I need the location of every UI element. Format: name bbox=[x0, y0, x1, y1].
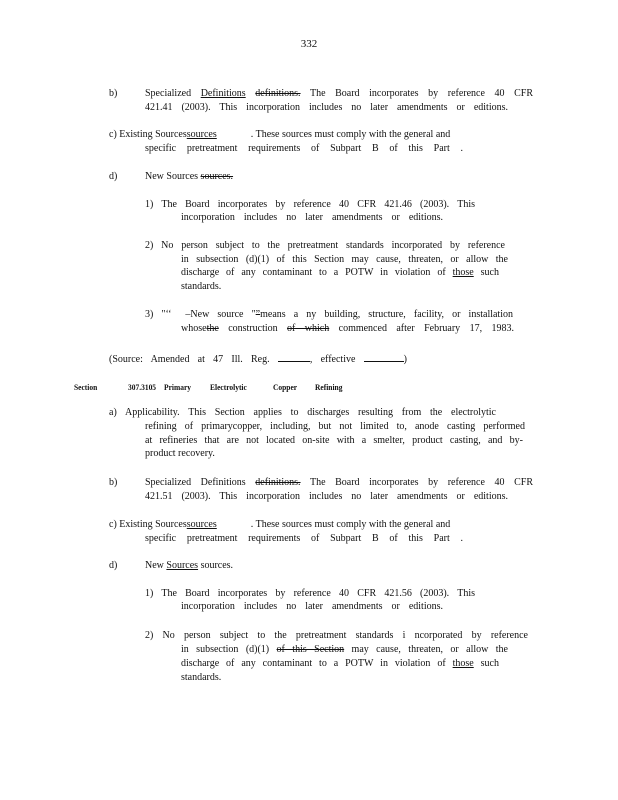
item-d2b1-line-2: incorporation includes no later amendments or editions. bbox=[181, 601, 443, 612]
item-d3-line-1: 3) "‘‘ –New source "”means a ny building, structure, facility, or installation bbox=[145, 309, 513, 320]
item-c2-line-2: specific pretreatment requirements of Subpart B of this Part . bbox=[145, 533, 463, 544]
item-d3-line-2: whosethe construction of which commenced after February 17, 1983. bbox=[181, 323, 514, 334]
item-d1-line-2: incorporation includes no later amendments or editions. bbox=[181, 212, 443, 223]
item-d2b2-line-3: discharge of any contaminant to a POTW in violation of those such bbox=[181, 658, 499, 669]
item-a-line-4: product recovery. bbox=[145, 448, 215, 459]
page-number: 332 bbox=[300, 38, 318, 50]
effective-blank bbox=[364, 352, 404, 362]
item-d2-line-3: discharge of any contaminant to a POTW in violation of those such bbox=[181, 267, 499, 278]
reg-blank bbox=[278, 352, 310, 362]
item-c-line-2: specific pretreatment requirements of Subpart B of this Part . bbox=[145, 143, 463, 154]
item-d-label: d) bbox=[109, 171, 118, 182]
item-b-line-1: Specialized Definitions definitions. The Board incorporates by reference 40 CFR bbox=[145, 88, 534, 99]
item-b-label: b) bbox=[109, 88, 118, 99]
item-d2-line-4: standards. bbox=[181, 281, 222, 292]
item-d2b-label: d) bbox=[109, 560, 118, 571]
item-d2-line-2: in subsection (d)(1) of this Section may cause, threaten, or allow the bbox=[181, 254, 508, 265]
item-d-heading: New Sources sources. bbox=[145, 171, 234, 182]
item-c-line-1: c) Existing Sourcessources . These sources must comply with the general and bbox=[109, 129, 451, 140]
item-d2b2-line-4: standards. bbox=[181, 672, 222, 683]
item-a-line-2: refining of primarycopper, including, but not limited to, anode casting performed bbox=[145, 421, 525, 432]
item-b2-label: b) bbox=[109, 477, 118, 488]
item-b-line-2: 421.41 (2003). This incorporation includes no later amendments or editions. bbox=[145, 102, 508, 113]
item-d2b1-line-1: 1) The Board incorporates by reference 40 CFR 421.56 (2003). This bbox=[145, 588, 475, 599]
item-b2-line-2: 421.51 (2003). This incorporation includes no later amendments or editions. bbox=[145, 491, 508, 502]
item-d2b-heading: New Sources sources. bbox=[145, 560, 234, 571]
document-page: 332 b) Specialized Definitions definitions. The Board incorporates by reference 40 CFR 421.41 (2003). This incorporation includes no later amendments or editions. c) Existing Sourcessources . These sources must comply with the general and specific pretreatment requirements of Subpart B of this Part . d) New Sources sources. 1) The Board incorporates by reference 40 CFR 421.46 (2003). This incorporation includes no later amendments or editions. 2) No person subject to the pretreatment standards incorporated by reference in subsection (d)(1) of this Section may cause, threaten, or allow the discharge of any contaminant to a POTW in violation of those such standards. 3) "‘‘ –New source "”means a ny building, structure, facility, or installation whosethe construction of which commenced after February 17, 1983. (Source: Amended at 47 Ill. Reg. , effective ) Section 307.3105 Primary Electrolytic Copper Refining a) Applicability. This Section applies to discharges resulting from the electrolytic refining of primarycopper, including, but not limited to, anode casting performed at refineries that are not located on-site with a smelter, product casting, and by- product recovery. b) Specialized Definitions definitions. The Board incorporates by reference 40 CFR 421.51 (2003). This incorporation includes no later amendments or editions. c) Existing Sourcessources . These sources must comply with the general and specific pretreatment requirements of Subpart B of this Part . d) New Sources sources. 1) The Board incorporates by reference 40 CFR 421.56 (2003). This incorporation includes no later amendments or editions. 2) No person subject to the pretreatment standards i ncorporated by reference in subsection (d)(1) of this Section may cause, threaten, or allow the discharge of any contaminant to a POTW in violation of those such standards. bbox=[0, 0, 618, 800]
item-a-line-3: at refineries that are not located on-site with a smelter, product casting, and by- bbox=[145, 435, 523, 446]
item-d2b2-line-1: 2) No person subject to the pretreatment standards i ncorporated by reference bbox=[145, 630, 528, 641]
item-c2-line-1: c) Existing Sourcessources . These sources must comply with the general and bbox=[109, 519, 451, 530]
source-note: (Source: Amended at 47 Ill. Reg. , effective ) bbox=[109, 354, 407, 365]
item-b2-line-1: Specialized Definitions definitions. The Board incorporates by reference 40 CFR bbox=[145, 477, 533, 488]
item-d2b2-line-2: in subsection (d)(1) of this Section may cause, threaten, or allow the bbox=[181, 644, 508, 655]
item-a-line-1: a) Applicability. This Section applies to discharges resulting from the electrolytic bbox=[109, 407, 496, 418]
item-d1-line-1: 1) The Board incorporates by reference 40 CFR 421.46 (2003). This bbox=[145, 199, 475, 210]
item-d2-line-1: 2) No person subject to the pretreatment standards incorporated by reference bbox=[145, 240, 505, 251]
